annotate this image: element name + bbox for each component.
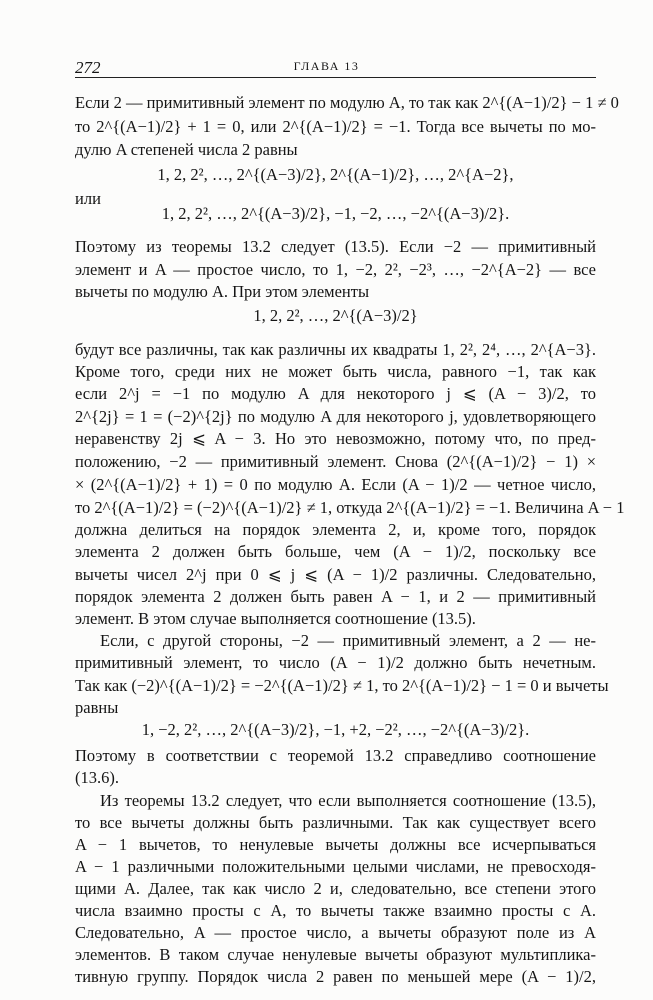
text-line: то все вычеты должны быть различными. Так как существует всего xyxy=(75,813,596,832)
text-line: будут все различны, так как различны их квадраты 1, 2², 2⁴, …, 2^{A−3}. xyxy=(75,340,596,359)
text-line: тивную группу. Порядок числа 2 равен по меньшей мере (A − 1)/2, xyxy=(75,967,596,986)
text-line: числа взаимно просты с A, то вычеты также взаимно просты с A. xyxy=(75,901,596,920)
text-line: Так как (−2)^{(A−1)/2} = −2^{(A−1)/2} ≠ 1, то 2^{(A−1)/2} − 1 = 0 и вычеты xyxy=(75,676,609,695)
text-line: Кроме того, среди них не может быть числа, равного −1, так как xyxy=(75,362,596,381)
text-line: Поэтому из теоремы 13.2 следует (13.5). Если −2 — примитивный xyxy=(75,237,596,256)
text-line: 2^{2j} = 1 = (−2)^{2j} по модулю A для некоторого j, удовлетворяющего xyxy=(75,407,596,426)
formula-line: 1, 2, 2², …, 2^{(A−3)/2}, −1, −2, …, −2^{(A−3)/2}. xyxy=(161,204,510,223)
text-line: элемент и A — простое число, то 1, −2, 2², −2³, …, −2^{A−2} — все xyxy=(75,260,596,279)
page-number: 272 xyxy=(75,58,101,77)
text-line: то 2^{(A−1)/2} = (−2)^{(A−1)/2} ≠ 1, откуда 2^{(A−1)/2} = −1. Величина A − 1 xyxy=(75,498,625,517)
header-rule xyxy=(75,77,596,78)
text-line: равны xyxy=(75,698,119,717)
text-line: A − 1 вычетов, то ненулевые вычеты должны все исчерпываться xyxy=(75,835,596,854)
text-line: Следовательно, A — простое число, а вычеты образуют поле из A xyxy=(75,923,596,942)
text-line: × (2^{(A−1)/2} + 1) = 0 по модулю A. Если (A − 1)/2 — четное число, xyxy=(75,475,596,494)
running-header: ГЛАВА 13 xyxy=(293,59,360,73)
text-line: если 2^j = −1 по модулю A для некоторого j ⩽ (A − 3)/2, то xyxy=(75,384,596,403)
text-line: примитивный элемент, то число (A − 1)/2 должно быть нечетным. xyxy=(75,653,596,672)
text-line: элемент. В этом случае выполняется соотношение (13.5). xyxy=(75,609,476,628)
text-line: Если 2 — примитивный элемент по модулю A, то так как 2^{(A−1)/2} − 1 ≠ 0 xyxy=(75,93,619,112)
text-line: элемента 2 должен быть больше, чем (A − 1)/2, поскольку все xyxy=(75,542,596,561)
text-line: (13.6). xyxy=(75,768,119,787)
formula-line: 1, 2, 2², …, 2^{(A−3)/2}, 2^{(A−1)/2}, …, 2^{A−2}, xyxy=(157,165,514,184)
text-line: вычеты чисел 2^j при 0 ⩽ j ⩽ (A − 1)/2 различны. Следовательно, xyxy=(75,565,596,584)
formula-line: 1, 2, 2², …, 2^{(A−3)/2} xyxy=(253,306,418,325)
text-line: порядок элемента 2 должен быть равен A − 1, и 2 — примитивный xyxy=(75,587,596,606)
text-line: Поэтому в соответствии с теоремой 13.2 справедливо соотношение xyxy=(75,746,596,765)
text-line: должна делиться на порядок элемента 2, и, кроме того, порядок xyxy=(75,520,596,539)
text-line: дулю A степеней числа 2 равны xyxy=(75,140,298,159)
formula-line: 1, −2, 2², …, 2^{(A−3)/2}, −1, +2, −2², …, −2^{(A−3)/2}. xyxy=(141,720,530,739)
text-line: щими A. Далее, так как число 2 и, следовательно, все степени этого xyxy=(75,879,596,898)
text-line: Из теоремы 13.2 следует, что если выполняется соотношение (13.5), xyxy=(100,791,596,810)
text-line: то 2^{(A−1)/2} + 1 = 0, или 2^{(A−1)/2} = −1. Тогда все вычеты по мо- xyxy=(75,117,596,136)
text-line: Если, с другой стороны, −2 — примитивный элемент, а 2 — не- xyxy=(100,631,596,650)
text-line: вычеты по модулю A. При этом элементы xyxy=(75,282,370,301)
text-line: A − 1 различными положительными целыми числами, не превосходя- xyxy=(75,857,596,876)
text-line: положению, −2 — примитивный элемент. Снова (2^{(A−1)/2} − 1) × xyxy=(75,452,596,471)
text-line: неравенству 2j ⩽ A − 3. Но это невозможно, потому что, по пред- xyxy=(75,429,596,448)
text-line: или xyxy=(75,189,101,208)
text-line: элементов. В таком случае ненулевые вычеты образуют мультиплика- xyxy=(75,945,596,964)
